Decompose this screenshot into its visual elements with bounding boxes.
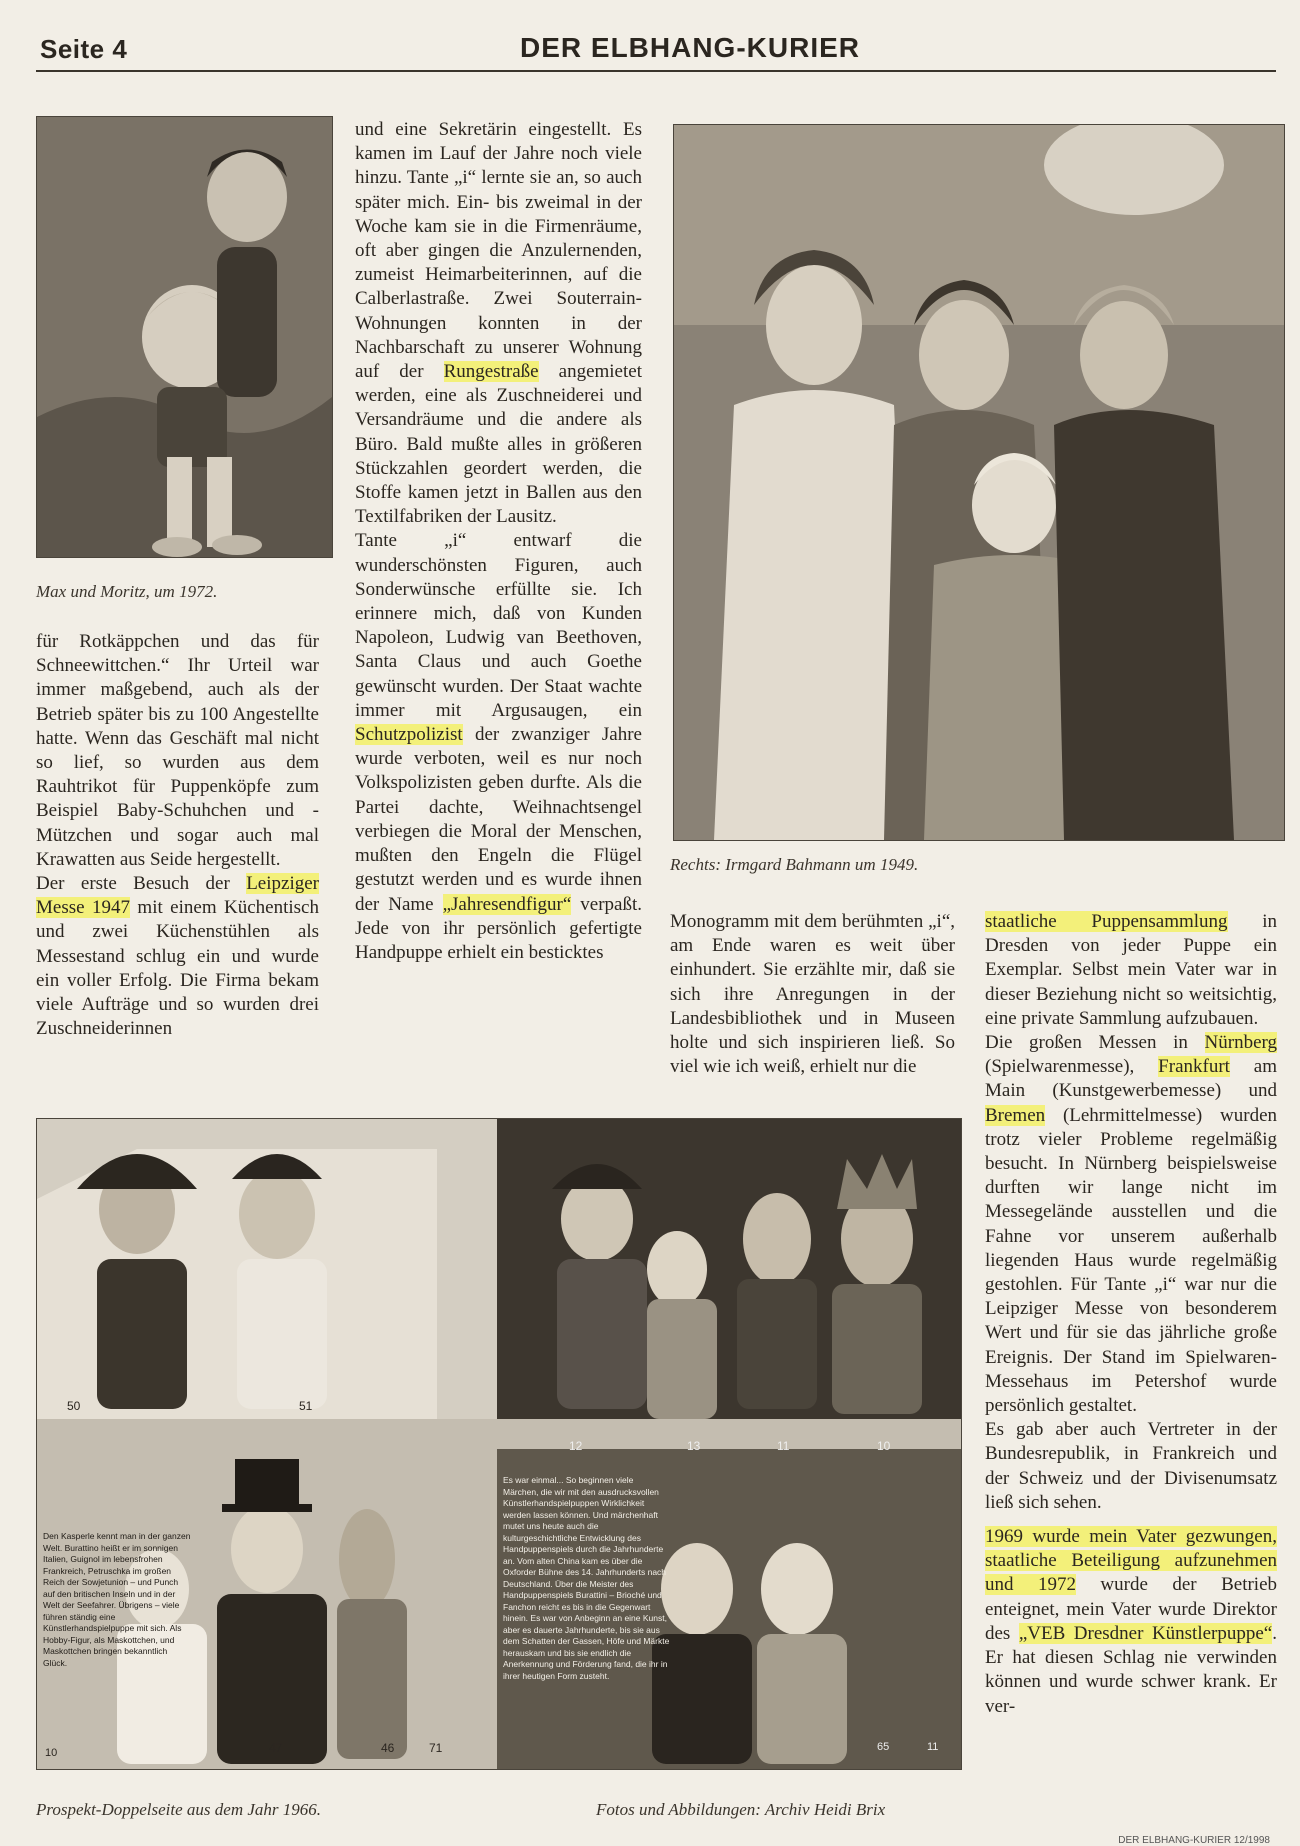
col4-p2-text-a: Die großen Messen in bbox=[985, 1032, 1205, 1054]
col4-paragraph-4 bbox=[985, 1525, 1277, 1719]
highlight-nuernberg: Nürnberg bbox=[1204, 1032, 1277, 1054]
col2-p1-text-b: angemietet werden, eine als Zuschneiderei und Versandräume und die andere als Büro. Bald mußte alles in größeren Stückzahlen geordert werden, die Stoffe kamen jetzt in Ballen aus den Textilfabriken der Lausitz. bbox=[355, 361, 642, 528]
page-number: Seite 4 bbox=[40, 34, 128, 64]
max-moritz-photo bbox=[36, 116, 333, 558]
brochure-number-11b: 11 bbox=[927, 1741, 939, 1753]
col1-p2-text-a: Der erste Besuch der bbox=[36, 873, 247, 895]
brochure-number-11a: 11 bbox=[777, 1439, 790, 1453]
brochure-number-10b: 10 bbox=[45, 1747, 58, 1759]
highlight-bremen: Bremen bbox=[985, 1104, 1046, 1126]
col4-paragraph-3: Es gab aber auch Vertreter in der Bundesrepublik, in Frankreich und der Schweiz und der Divisenumsatz ließ sich sehen. bbox=[985, 1419, 1277, 1513]
caption-irmgard: Rechts: Irmgard Bahmann um 1949. bbox=[670, 855, 919, 874]
column-1 bbox=[36, 630, 319, 1041]
column-2 bbox=[355, 118, 642, 965]
highlight-staatliche-puppensammlung: staatliche Puppensammlung bbox=[985, 911, 1228, 932]
col2-p1-text-a: und eine Sekretärin eingestellt. Es kamen im Lauf der Jahre noch viele hinzu. Tante „i“ lernte sie an, so auch später mich. Ein- bis zweimal in der Woche kam sie in die Firmenräume, oft aber gingen die Anzulernenden, zumeist Heimarbeiterinnen, auf die Calberlastraße. Zwei Souterrain-Wohnungen konnten in der Nachbarschaft zu unserer Wohnung auf der bbox=[355, 119, 642, 383]
highlight-schutzpolizist: Schutzpolizist bbox=[355, 724, 463, 746]
col4-p2-text-b: (Spielwarenmesse), bbox=[985, 1056, 1159, 1078]
col4-p2-text-c: am Main (Kunstgewerbemesse) und bbox=[985, 1056, 1278, 1102]
irmgard-bahmann-photo bbox=[673, 124, 1285, 841]
brochure-number-65: 65 bbox=[877, 1741, 890, 1753]
col1-paragraph-1: für Rotkäppchen und das für Schneewittchen.“ Ihr Urteil war immer maßgebend, auch als der Betrieb später bis zu 100 Angestellte hatte. Wenn das Geschäft mal nicht so lief, so wurden aus dem Rauhtrikot für Puppenköpfe zum Beispiel Baby-Schuhchen und -Mützchen und sogar auch mal Krawatten aus Seide hergestellt. bbox=[36, 631, 319, 870]
highlight-rungestrasse: Rungestraße bbox=[443, 361, 539, 383]
col2-paragraph-2 bbox=[355, 529, 642, 965]
highlight-jahresendfigur: „Jahresendfigur“ bbox=[442, 893, 572, 915]
col1-paragraph-2 bbox=[36, 872, 319, 1041]
highlight-1969-1972: 1969 wurde mein Vater gezwungen, staatliche Beteiligung aufzunehmen und 1972 bbox=[985, 1526, 1277, 1596]
col4-p2-text-d: (Lehrmittelmesse) wurden trotz vieler Probleme regelmäßig besucht. In Nürnberg beispielsweise durften wir lange nicht im Messegelände ausstellen und die Fahne vor unserem außerhalb liegenden Haus wurde regelmäßig gestohlen. Für Tante „i“ war nur die Leipziger Messe von besonderem Wert und für sie das jährliche große Ereignis. Der Stand im Spielwaren-Messehaus im Petershof wurde persönlich gestaltet. bbox=[985, 1104, 1277, 1417]
col1-p2-text-b: mit einem Küchentisch und zwei Küchenstühlen als Messestand schlug ein und wurde ein voller Erfolg. Die Firma bekam viele Aufträge und so wurden drei Zuschneiderinnen bbox=[36, 897, 319, 1040]
brochure-number-13: 13 bbox=[687, 1439, 701, 1453]
highlight-leipziger-messe: Leipziger Messe 1947 bbox=[36, 873, 319, 919]
col4-p1-text-b: in Dresden von jeder Puppe ein Exemplar. Selbst mein Vater war in dieser Beziehung nicht so weitsichtig, eine private Sammlung aufzubauen. bbox=[985, 911, 1277, 1029]
caption-max-moritz: Max und Moritz, um 1972. bbox=[36, 582, 218, 601]
brochure-number-46: 46 bbox=[381, 1741, 395, 1755]
brochure-number-47: 47 bbox=[269, 1741, 283, 1755]
brochure-number-10a: 10 bbox=[877, 1439, 891, 1453]
col2-paragraph-1 bbox=[355, 118, 642, 529]
newspaper-title: DER ELBHANG-KURIER bbox=[520, 32, 860, 63]
brochure-number-12: 12 bbox=[569, 1439, 583, 1453]
col3-paragraph-1: Monogramm mit dem berühmten „i“, am Ende waren es weit über einhundert. Sie erzählte mir, daß sie sich ihre Anregungen in der Landesbibliothek und in Museen holte und sich inspirieren ließ. So viel wie ich weiß, erhielt nur die bbox=[670, 911, 955, 1078]
col4-paragraph-2 bbox=[985, 1031, 1277, 1418]
col2-p2-text-b: der zwanziger Jahre wurde verboten, weil es nur noch Volkspolizisten geben durfte. Als die Partei dachte, Weihnachtsengel verbiegen die Moral der Menschen, mußten den Engeln die Flügel gestutzt werden und es wurde ihnen der Name bbox=[355, 724, 642, 915]
brochure-number-50: 50 bbox=[67, 1399, 81, 1413]
brochure-number-71: 71 bbox=[429, 1741, 443, 1755]
highlight-frankfurt: Frankfurt bbox=[1158, 1056, 1230, 1078]
brochure-left-text: Den Kasperle kennt man in der ganzen Welt. Burattino heißt er im sonnigen Italien, Guignol im lebensfrohen Frankreich, Petruschka im großen Reich der Sowjetunion – und Punch auf den britischen Inseln und in der Welt der Seefahrer. Übrigens – viele führen ständig eine Künstlerhandspielpuppe mit sich. Als Hobby-Figur, als Maskottchen, und Maskottchen bringen bekanntlich Glück. bbox=[43, 1531, 191, 1668]
footer-label: DER ELBHANG-KURIER 12/1998 bbox=[1118, 1835, 1270, 1846]
caption-credits: Fotos und Abbildungen: Archiv Heidi Brix bbox=[596, 1800, 886, 1819]
col2-p2-text-c: verpaßt. Jede von ihr persönlich gefertigte Handpuppe erhielt ein besticktes bbox=[355, 893, 642, 963]
col4-paragraph-1 bbox=[985, 910, 1277, 1031]
brochure-right-text: Es war einmal... So beginnen viele Märchen, die wir mit den ausdrucksvollen Künstlerhandspielpuppen Wirklichkeit werden lassen können. Und märchenhaft mutet uns heute auch die kulturgeschichtliche Entwicklung des Handpuppenspiels durch die Jahrhunderte an. Vom alten China kam es über die Oxforder Bühne des 14. Jahrhunderts nach Deutschland. Über die Meister des Handpuppenspiels Burattini – Brioché und Fanchon reicht es bis in die Gegenwart hinein. Es war von Anbeginn an eine Kunst, aber es dauerte Jahrhunderte, bis sie aus dem Schatten der Gassen, Höfe und Märkte herauskam und bis sie endlich die Anerkennung und Förderung fand, die ihr in ihrer heutigen Form zusteht. bbox=[503, 1475, 670, 1681]
brochure-double-page bbox=[36, 1118, 962, 1770]
column-3 bbox=[670, 910, 955, 1079]
caption-prospekt: Prospekt-Doppelseite aus dem Jahr 1966. bbox=[36, 1800, 322, 1819]
col4-p4-text-c: . Er hat diesen Schlag nie verwinden können und wurde schwer krank. Er ver- bbox=[985, 1622, 1277, 1717]
col2-p2-text-a: Tante „i“ entwarf die wunderschönsten Figuren, auch Sonderwünsche erfüllte sie. Ich erinnere mich, daß von Kunden Napoleon, Ludwig van Beethoven, Santa Claus und auch Goethe gewünscht wurden. Der Staat wachte immer mit Argusaugen, ein bbox=[355, 530, 642, 721]
column-4 bbox=[985, 910, 1277, 1719]
highlight-veb-kuenstlerpuppe: „VEB Dresdner Künstlerpuppe“ bbox=[1018, 1622, 1273, 1644]
brochure-number-51: 51 bbox=[299, 1399, 313, 1413]
header-rule bbox=[36, 70, 1276, 72]
col4-p4-text-b: wurde der Betrieb enteignet, mein Vater wurde Direktor des bbox=[985, 1574, 1278, 1644]
